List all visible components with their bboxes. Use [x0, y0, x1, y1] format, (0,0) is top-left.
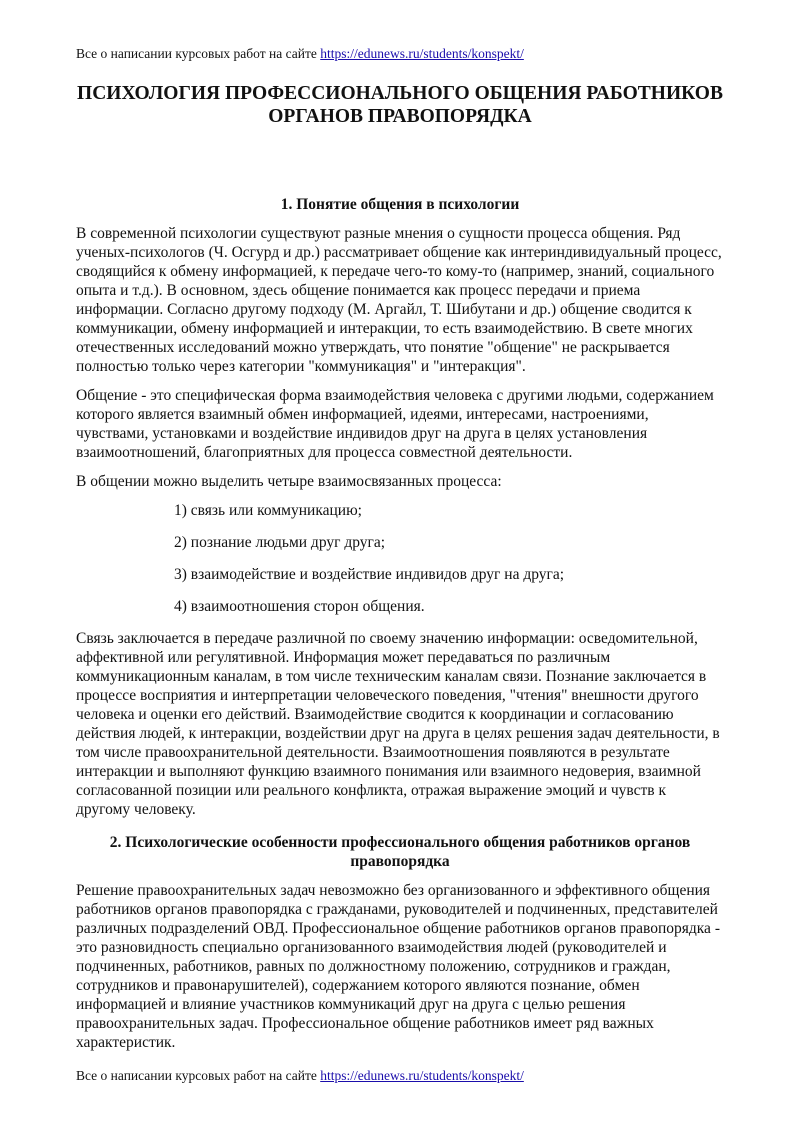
section-1-paragraph-1: В современной психологии существуют разные мнения о сущности процесса общения. Ряд ученых-психологов (Ч. Осгурд и др.) рассматривает общение как интериндивидуальный процесс, сводящийся к обмену информацией, к передаче чего-то кому-то (например, знаний, социального опыта и т.д.). В основном, здесь общение понимается как процесс передачи и приема информации. Согласно другому подходу (М. Аргайл, Т. Шибутани и др.) общение сводится к коммуникации, обмену информацией и интеракции, то есть взаимодействию. В свете многих отечественных исследований можно утверждать, что понятие "общение" не раскрывается полностью только через категории "коммуникация" и "интеракция". — [76, 225, 722, 375]
footer-link[interactable]: https://edunews.ru/students/konspekt/ — [320, 1068, 524, 1083]
footer-text: Все о написании курсовых работ на сайте — [76, 1068, 321, 1083]
section-1-paragraph-4: Связь заключается в передаче различной по своему значению информации: осведомительной, аффективной или регулятивной. Информация может передаваться по различным коммуникационным каналам, в том числе техническим каналам связи. Познание заключается в процессе восприятия и интерпретации человеческого поведения, "чтения" внешности другого человека и оценки его действий. Взаимодействие сводится к координации и согласованию действия людей, к интеракции, воздействии друг на друга в целях решения задач деятельности, в том числе правоохранительной деятельности. Взаимоотношения появляются в результате интеракции и выполняют функцию взаимного понимания или взаимного недоверия, взаимной согласованной позиции или реального конфликта, отражая выражение эмоций и чувств к другому человеку. — [76, 630, 720, 818]
list-item-1: 1) связь или коммуникацию; — [174, 502, 362, 519]
list-item-4: 4) взаимоотношения сторон общения. — [174, 598, 425, 615]
page-header — [76, 46, 524, 62]
header-link[interactable]: https://edunews.ru/students/konspekt/ — [320, 46, 524, 61]
page-footer — [76, 1068, 524, 1084]
header-text: Все о написании курсовых работ на сайте — [76, 46, 321, 61]
section-1-paragraph-2: Общение - это специфическая форма взаимодействия человека с другими людьми, содержанием которого является взаимный обмен информацией, идеями, интересами, настроениями, чувствами, установками и воздействие индивидов друг на друга в целях установления взаимоотношений, благоприятных для процесса совместной деятельности. — [76, 387, 714, 461]
list-item-3: 3) взаимодействие и воздействие индивидов друг на друга; — [174, 566, 565, 583]
list-item-2: 2) познание людьми друг друга; — [174, 534, 386, 551]
section-2-paragraph-1: Решение правоохранительных задач невозможно без организованного и эффективного общения работников органов правопорядка с гражданами, руководителей и подчиненных, представителей различных подразделений ОВД. Профессиональное общение работников органов правопорядка - это разновидность специально организованного взаимодействия людей (руководителей и подчиненных, работников, равных по должностному положению, сотрудников и граждан, сотрудников и правонарушителей), содержанием которого являются познание, обмен информацией и влияние участников коммуникаций друг на друга с целью решения правоохранительных задач. Профессиональное общение работников имеет ряд важных характеристик. — [76, 882, 720, 1051]
document-body — [76, 82, 724, 1062]
document-title: ПСИХОЛОГИЯ ПРОФЕССИОНАЛЬНОГО ОБЩЕНИЯ РАБОТНИКОВ ОРГАНОВ ПРАВОПОРЯДКА — [77, 83, 723, 127]
section-1-heading: 1. Понятие общения в психологии — [280, 196, 520, 213]
section-1-paragraph-3: В общении можно выделить четыре взаимосвязанных процесса: — [76, 473, 502, 490]
section-2-heading: 2. Психологические особенности профессионального общения работников органов правопорядка — [109, 834, 691, 870]
